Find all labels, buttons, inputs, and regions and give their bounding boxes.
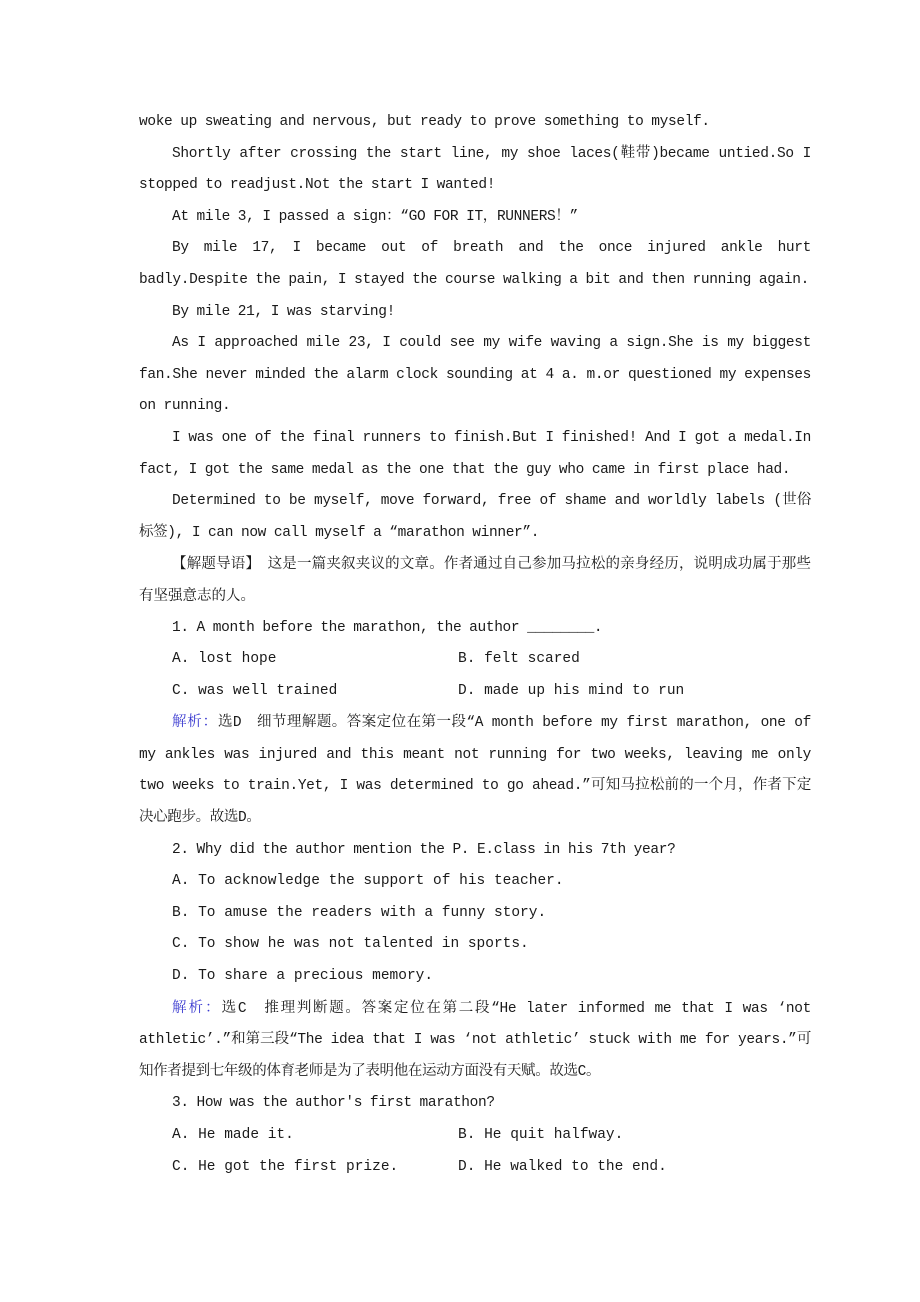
passage-paragraph: I was one of the final runners to finish.But I finished! And I got a medal.In fact, I got the same medal as the one that the guy who came in first place had. xyxy=(139,429,811,478)
option-a: A. lost hope xyxy=(172,651,277,668)
reading-guide-text: 这是一篇夹叙夹议的文章。作者通过自己参加马拉松的亲身经历，说明成功属于那些有坚强意志的人。 xyxy=(139,556,812,604)
passage-paragraph: woke up sweating and nervous, but ready to prove something to myself. xyxy=(139,114,710,130)
analysis-text: 选D 细节理解题。答案定位在第一段“A month before my first marathon, one of my ankles was injured and this meant not running for two weeks, leaving me only two weeks to train.Yet, I was determined to go ahead.”可知马拉松前的一个月，作者下定决心跑步。故选D。 xyxy=(139,715,811,827)
passage-paragraph: Determined to be myself, move forward, free of shame and worldly labels (世俗标签), I can now call myself a “marathon winner”. xyxy=(139,493,811,541)
question-stem: 2. Why did the author mention the P. E.class in his 7th year? xyxy=(172,841,676,858)
passage-paragraph: At mile 3, I passed a sign：“GO FOR IT，RUNNERS！” xyxy=(172,208,578,225)
question-stem: 1. A month before the marathon, the author ________. xyxy=(172,619,603,636)
reading-guide xyxy=(139,549,811,612)
passage xyxy=(139,107,811,549)
option-c: C. To show he was not talented in sports. xyxy=(172,936,529,953)
question-2 xyxy=(139,835,811,1089)
options-row xyxy=(139,644,811,676)
options-row xyxy=(139,676,811,708)
passage-paragraph: Shortly after crossing the start line, my shoe laces(鞋带)became untied.So I stopped to readjust.Not the start I wanted! xyxy=(139,145,811,194)
question-3 xyxy=(139,1088,811,1183)
option-d: D. He walked to the end. xyxy=(458,1158,667,1175)
question-1 xyxy=(139,613,811,835)
question-stem: 3. How was the author's first marathon? xyxy=(172,1095,495,1112)
options-row xyxy=(139,1120,811,1152)
option-d: D. made up his mind to run xyxy=(458,682,685,699)
analysis-label: 解析： xyxy=(172,714,218,731)
reading-guide-label: 【解题导语】 xyxy=(172,556,253,573)
passage-paragraph: By mile 21, I was starving! xyxy=(172,303,395,320)
analysis xyxy=(139,993,811,1089)
option-c: C. He got the first prize. xyxy=(172,1158,399,1175)
passage-paragraph: As I approached mile 23, I could see my wife waving a sign.She is my biggest fan.She never minded the alarm clock sounding at 4 a. m.or questioned my expenses on running. xyxy=(139,335,811,415)
option-a: A. He made it. xyxy=(172,1127,294,1143)
document-page xyxy=(139,107,811,1183)
options-row xyxy=(139,1152,811,1184)
option-b: B. He quit halfway. xyxy=(458,1127,624,1143)
option-a: A. To acknowledge the support of his teacher. xyxy=(172,873,564,890)
option-b: B. To amuse the readers with a funny story. xyxy=(172,904,547,921)
analysis xyxy=(139,707,811,834)
analysis-label: 解析： xyxy=(172,999,222,1016)
option-d: D. To share a precious memory. xyxy=(172,968,434,985)
option-b: B. felt scared xyxy=(458,651,580,668)
analysis-text: 选C 推理判断题。答案定位在第二段“He later informed me that I was ‘not athletic’.”和第三段“The idea that I was ‘not athletic’ stuck with me for years.”可知作者提到七年级的体育老师是为了表明他在运动方面没有天赋。故选C。 xyxy=(139,1000,811,1080)
option-c: C. was well trained xyxy=(172,682,338,699)
passage-paragraph: By mile 17, I became out of breath and the once injured ankle hurt badly.Despite the pain, I stayed the course walking a bit and then running again. xyxy=(139,240,811,288)
